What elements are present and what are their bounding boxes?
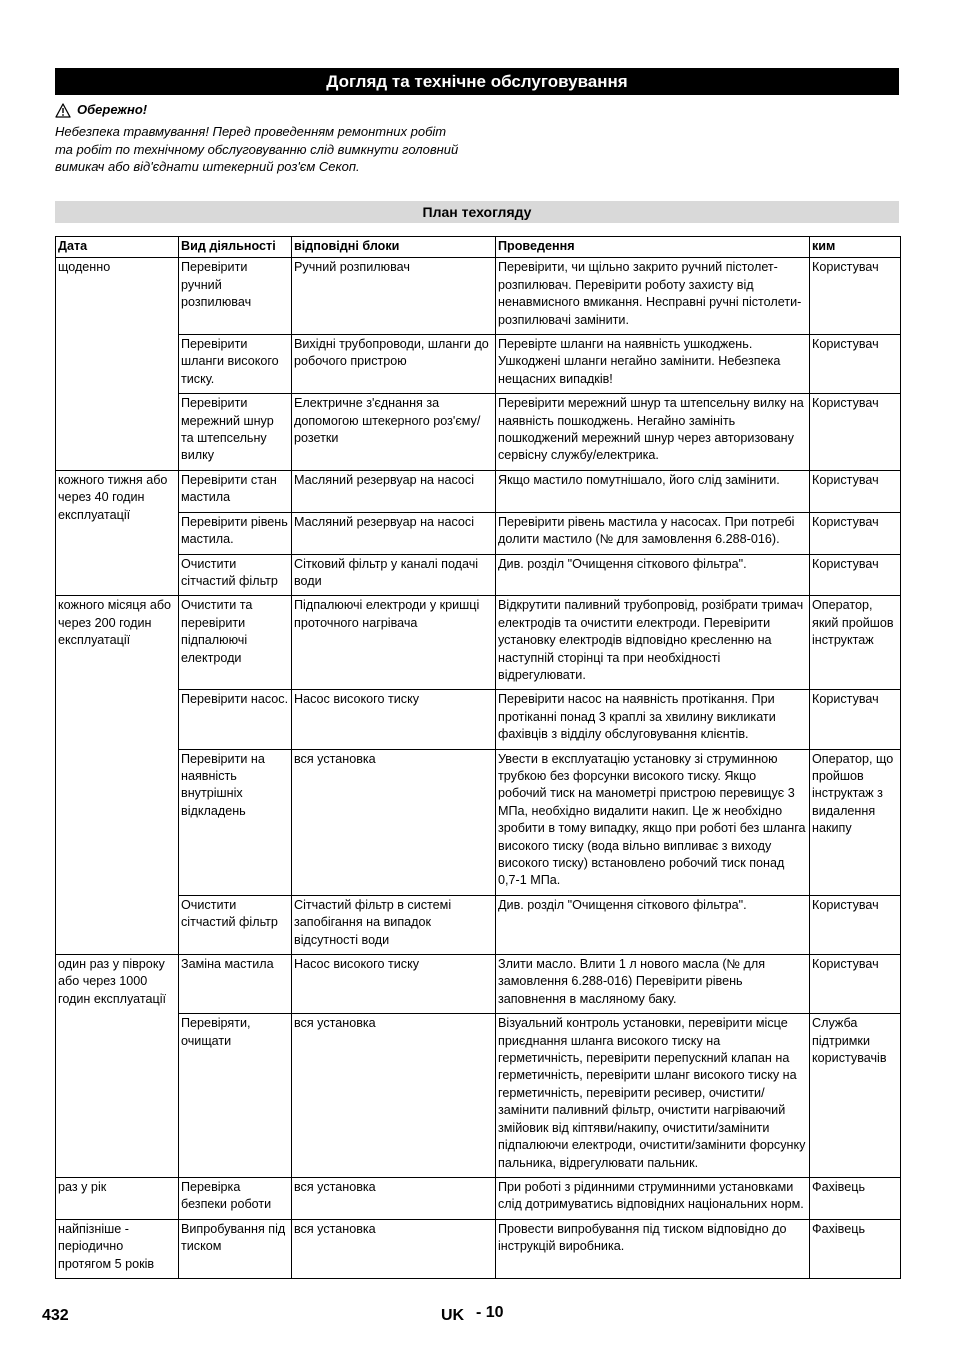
table-row xyxy=(56,554,901,596)
cell-units: вся установка xyxy=(292,1014,496,1178)
table-row xyxy=(56,1219,901,1278)
cell-by-whom: Користувач xyxy=(810,895,901,954)
table-row xyxy=(56,470,901,512)
table-row xyxy=(56,749,901,895)
cell-by-whom: Користувач xyxy=(810,470,901,512)
cell-units: Підпалюючі електроди у кришці проточного нагрівача xyxy=(292,596,496,690)
table-header-row xyxy=(56,237,901,258)
cell-by-whom: Фахівець xyxy=(810,1177,901,1219)
warning-text: Небезпека травмування! Перед проведенням ремонтних робіт та робіт по технічному обслуговуванню слід вимкнути головний вимикач або від'єднати штекерний роз'єм Секоп. xyxy=(55,124,459,174)
cell-by-whom: Оператор, який пройшов інструктаж xyxy=(810,596,901,690)
cell-by-whom: Оператор, що пройшов інструктаж з видалення накипу xyxy=(810,749,901,895)
language-code: UK xyxy=(441,1307,465,1324)
cell-units: вся установка xyxy=(292,1219,496,1278)
cell-procedure: Увести в експлуатацію установку зі струминною трубкою без форсунки високого тиску. Якщо робочий тиск на манометрі пристрою перевищує 3 МПа, необхідно видалити накип. Це ж необхідно зробити в тому випадку, якщо при роботі без шланга високого тиску (вода вільно випливає з виходу високого тиску) встановлено робочий тиск понад 0,7-1 МПа. xyxy=(496,749,810,895)
cell-by-whom: Користувач xyxy=(810,554,901,596)
cell-procedure: Провести випробування під тиском відповідно до інструкцій виробника. xyxy=(496,1219,810,1278)
warning-triangle-icon xyxy=(55,103,71,118)
cell-by-whom: Користувач xyxy=(810,258,901,335)
cell-units: Сітковий фільтр у каналі подачі води xyxy=(292,554,496,596)
cell-activity: Перевірити стан мастила xyxy=(179,470,292,512)
table-row xyxy=(56,596,901,690)
cell-date: кожного тижня або через 40 годин експлуатації xyxy=(56,470,179,595)
table-row xyxy=(56,1177,901,1219)
warning-heading xyxy=(55,101,465,119)
cell-activity: Перевірити мережний шнур та штепсельну вилку xyxy=(179,394,292,471)
cell-procedure: Див. розділ "Очищення сіткового фільтра". xyxy=(496,895,810,954)
table-row xyxy=(56,512,901,554)
cell-activity: Перевірити рівень мастила. xyxy=(179,512,292,554)
cell-procedure: При роботі з рідинними струминними установками слід дотримуватись відповідних національних норм. xyxy=(496,1177,810,1219)
cell-units: Вихідні трубопроводи, шланги до робочого пристрою xyxy=(292,335,496,394)
cell-procedure: Перевірити мережний шнур та штепсельну вилку на наявність пошкоджень. Негайно замініть пошкоджений мережний шнур через авторизовану сервісну службу/електрика. xyxy=(496,394,810,471)
cell-units: Масляний резервуар на насосі xyxy=(292,512,496,554)
cell-by-whom: Користувач xyxy=(810,394,901,471)
cell-activity: Очистити та перевірити підпалюючі електроди xyxy=(179,596,292,690)
cell-procedure: Перевірити, чи щільно закрито ручний пістолет-розпилювач. Перевірити роботу захисту від ненавмисного вмикання. Несправні ручні пістолети-розпилювачі замінити. xyxy=(496,258,810,335)
sub-page-number: - 10 xyxy=(476,1304,504,1321)
cell-date: щоденно xyxy=(56,258,179,470)
cell-activity: Перевірити на наявність внутрішніх відкладень xyxy=(179,749,292,895)
header-units: відповідні блоки xyxy=(292,237,496,258)
cell-units: Насос високого тиску xyxy=(292,955,496,1014)
cell-activity: Випробування під тиском xyxy=(179,1219,292,1278)
table-row xyxy=(56,955,901,1014)
warning-label: Обережно! xyxy=(77,102,148,117)
cell-by-whom: Користувач xyxy=(810,690,901,749)
cell-activity: Перевіряти, очищати xyxy=(179,1014,292,1178)
cell-activity: Перевірити ручний розпилювач xyxy=(179,258,292,335)
header-activity: Вид діяльності xyxy=(179,237,292,258)
page-number: 432 xyxy=(42,1307,69,1324)
warning-block xyxy=(55,101,465,176)
cell-date: раз у рік xyxy=(56,1177,179,1219)
cell-units: вся установка xyxy=(292,749,496,895)
cell-by-whom: Служба підтримки користувачів xyxy=(810,1014,901,1178)
cell-units: вся установка xyxy=(292,1177,496,1219)
page-title: Догляд та технічне обслуговування xyxy=(55,68,899,95)
cell-procedure: Якщо мастило помутнішало, його слід замінити. xyxy=(496,470,810,512)
header-procedure: Проведення xyxy=(496,237,810,258)
cell-procedure: Візуальний контроль установки, перевірити місце приєднання шланга високого тиску на герметичність, перевірити перепускний клапан на герметичність, перевірити шланг високого тиску на герметичність, перевірити ресивер, очистити/ замінити паливний фільтр, очистити нагріваючий змійовик від кіптяви/накипу, очистити/замінити підпалюючи електроди, очистити/замінити форсунку пальника, відрегулювати пальник. xyxy=(496,1014,810,1178)
cell-activity: Очистити сітчастий фільтр xyxy=(179,895,292,954)
cell-by-whom: Користувач xyxy=(810,335,901,394)
cell-activity: Заміна мастила xyxy=(179,955,292,1014)
cell-units: Ручний розпилювач xyxy=(292,258,496,335)
table-row xyxy=(56,690,901,749)
cell-procedure: Перевірити рівень мастила у насосах. При потребі долити мастило (№ для замовлення 6.288-016). xyxy=(496,512,810,554)
cell-by-whom: Користувач xyxy=(810,512,901,554)
cell-activity: Перевірка безпеки роботи xyxy=(179,1177,292,1219)
maintenance-plan-table xyxy=(55,236,901,1279)
cell-procedure: Перевірити насос на наявність протікання. При протіканні понад 3 краплі за хвилину викликати фахівців з відділу обслуговування клієнтів. xyxy=(496,690,810,749)
table-row xyxy=(56,258,901,335)
cell-activity: Перевірити насос. xyxy=(179,690,292,749)
cell-units: Електричне з'єднання за допомогою штекерного роз'єму/ розетки xyxy=(292,394,496,471)
cell-by-whom: Фахівець xyxy=(810,1219,901,1278)
header-date: Дата xyxy=(56,237,179,258)
table-row xyxy=(56,1014,901,1178)
cell-date: кожного місяця або через 200 годин експлуатації xyxy=(56,596,179,955)
cell-activity: Очистити сітчастий фільтр xyxy=(179,554,292,596)
cell-procedure: Злити масло. Влити 1 л нового масла (№ для замовлення 6.288-016) Перевірити рівень заповнення в масляному баку. xyxy=(496,955,810,1014)
section-title: План техогляду xyxy=(55,201,899,223)
header-by-whom: ким xyxy=(810,237,901,258)
cell-procedure: Перевірте шланги на наявність ушкоджень. Ушкоджені шланги негайно замінити. Небезпека нещасних випадків! xyxy=(496,335,810,394)
cell-activity: Перевірити шланги високого тиску. xyxy=(179,335,292,394)
table-row xyxy=(56,394,901,471)
table-row xyxy=(56,895,901,954)
table-row xyxy=(56,335,901,394)
cell-procedure: Див. розділ "Очищення сіткового фільтра". xyxy=(496,554,810,596)
cell-by-whom: Користувач xyxy=(810,955,901,1014)
cell-date: найпізніше - періодично протягом 5 років xyxy=(56,1219,179,1278)
cell-units: Сітчастий фільтр в системі запобігання на випадок відсутності води xyxy=(292,895,496,954)
cell-units: Масляний резервуар на насосі xyxy=(292,470,496,512)
cell-procedure: Відкрутити паливний трубопровід, розібрати тримач електродів та очистити електроди. Перевірити установку електродів відповідно кресленню на наступній сторінці та при необхідності відрегулювати. xyxy=(496,596,810,690)
cell-date: один раз у півроку або через 1000 годин експлуатації xyxy=(56,955,179,1178)
cell-units: Насос високого тиску xyxy=(292,690,496,749)
